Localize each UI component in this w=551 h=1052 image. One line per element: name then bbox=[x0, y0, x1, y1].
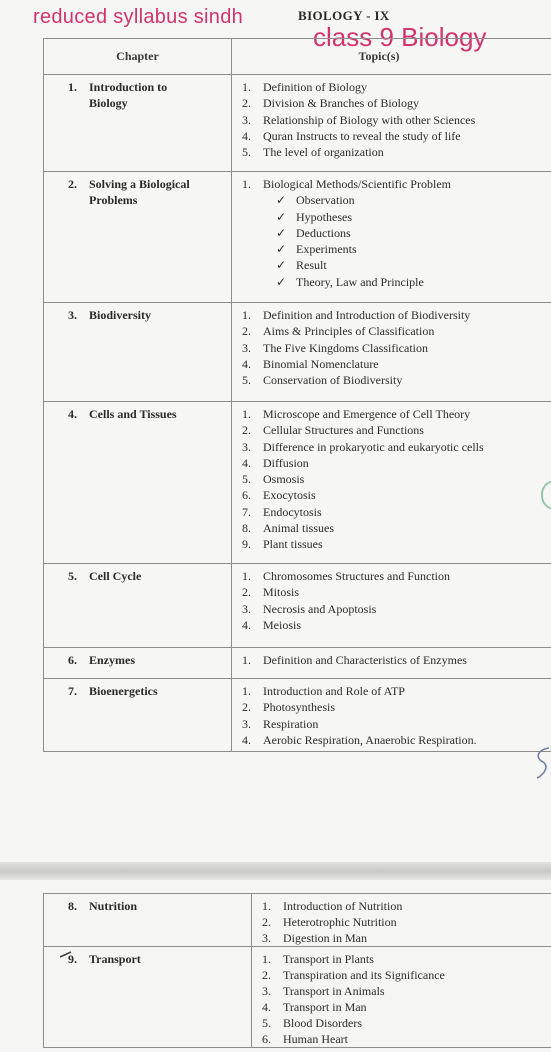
chapter-number: 1. bbox=[68, 80, 77, 94]
topic-text: Transport in Animals bbox=[283, 984, 385, 998]
topic-list bbox=[232, 402, 551, 553]
topic-list bbox=[232, 679, 551, 748]
subtopic-item bbox=[276, 274, 551, 290]
topic-number: 7. bbox=[242, 504, 251, 519]
topic-item bbox=[262, 1015, 551, 1031]
topic-text: Diffusion bbox=[263, 455, 309, 470]
checkmark-icon: ✓ bbox=[276, 209, 287, 224]
pen-squiggle-icon bbox=[533, 744, 551, 784]
table-header-row bbox=[44, 39, 551, 75]
syllabus-table bbox=[43, 38, 551, 752]
topic-text: Animal tissues bbox=[263, 521, 334, 536]
topic-text: Chromosomes Structures and Function bbox=[263, 569, 450, 583]
chapter-row bbox=[44, 75, 551, 172]
subtopic-text: Experiments bbox=[296, 242, 357, 257]
topic-text: Definition and Characteristics of Enzymes bbox=[263, 653, 467, 667]
topic-text: Respiration bbox=[263, 716, 319, 731]
chapter-row bbox=[44, 648, 551, 679]
topic-item bbox=[242, 536, 551, 552]
topic-text: Necrosis and Apoptosis bbox=[263, 601, 377, 616]
topic-text: Aerobic Respiration, Anaerobic Respiration. bbox=[263, 732, 477, 747]
chapter-cell bbox=[44, 894, 252, 947]
chapter-number: 8. bbox=[68, 899, 77, 913]
topics-column-header bbox=[232, 39, 551, 75]
topic-item bbox=[242, 406, 551, 422]
topic-item bbox=[242, 601, 551, 617]
subtopic-text: Theory, Law and Principle bbox=[296, 274, 424, 289]
chapter-name: Solving a Biological Problems bbox=[89, 177, 190, 207]
topics-cell bbox=[232, 564, 551, 648]
overlay-caption-right: class 9 Biology bbox=[313, 22, 487, 52]
topic-item bbox=[242, 716, 551, 732]
chapter-name: Enzymes bbox=[89, 653, 135, 667]
topic-text: Photosynthesis bbox=[263, 700, 336, 715]
topic-item bbox=[242, 683, 551, 699]
topic-number: 4. bbox=[242, 356, 251, 371]
topic-number: 4. bbox=[242, 732, 251, 747]
topic-item bbox=[242, 372, 551, 388]
topic-number: 4. bbox=[242, 128, 251, 143]
topic-text: The Five Kingdoms Classification bbox=[263, 340, 428, 355]
topic-item bbox=[262, 914, 551, 930]
subtopic-list bbox=[232, 192, 551, 290]
chapter-cell bbox=[44, 947, 252, 1048]
topic-item bbox=[242, 487, 551, 503]
subtopic-text: Observation bbox=[296, 193, 355, 208]
topic-number: 2. bbox=[242, 423, 251, 438]
topic-text: Quran Instructs to reveal the study of life bbox=[263, 128, 461, 143]
topic-text: Endocytosis bbox=[263, 504, 322, 519]
chapter-name: Nutrition bbox=[89, 899, 137, 913]
chapter-row bbox=[44, 564, 551, 648]
chapter-row bbox=[44, 679, 551, 752]
subtopic-item bbox=[276, 257, 551, 273]
topic-text: Exocytosis bbox=[263, 488, 316, 503]
topic-item bbox=[242, 176, 551, 192]
topic-item bbox=[262, 1031, 551, 1047]
checkmark-icon: ✓ bbox=[276, 274, 287, 289]
topic-text: Blood Disorders bbox=[283, 1016, 362, 1030]
topics-cell bbox=[232, 303, 551, 402]
topic-number: 1. bbox=[242, 407, 251, 421]
topic-text: Cellular Structures and Functions bbox=[263, 423, 424, 438]
topic-item bbox=[242, 144, 551, 160]
chapter-cell bbox=[44, 172, 232, 303]
chapter-number: 9. bbox=[68, 952, 77, 966]
chapter-column-header: Chapter bbox=[44, 39, 232, 75]
chapter-row bbox=[44, 402, 551, 564]
chapter-row bbox=[44, 894, 551, 947]
topic-item bbox=[242, 568, 551, 584]
topic-list bbox=[232, 564, 551, 633]
chapter-name: Cell Cycle bbox=[89, 569, 142, 583]
topic-number: 1. bbox=[242, 653, 251, 667]
topic-text: Aims & Principles of Classification bbox=[263, 324, 435, 339]
topic-number: 4. bbox=[242, 455, 251, 470]
topic-item bbox=[242, 732, 551, 748]
topic-item bbox=[242, 356, 551, 372]
topic-number: 2. bbox=[262, 968, 271, 982]
topics-cell bbox=[252, 947, 551, 1048]
topic-text: Definition and Introduction of Biodiversity bbox=[263, 308, 471, 322]
chapter-name: Biodiversity bbox=[89, 308, 151, 322]
topic-text: Binomial Nomenclature bbox=[263, 356, 379, 371]
topic-item bbox=[242, 128, 551, 144]
checkmark-icon: ✓ bbox=[276, 225, 287, 240]
topic-number: 6. bbox=[242, 488, 251, 503]
chapter-name: Bioenergetics bbox=[89, 684, 158, 698]
document-title: BIOLOGY - IX bbox=[298, 8, 390, 23]
topic-number: 1. bbox=[242, 684, 251, 698]
topic-text: Difference in prokaryotic and eukaryotic cells bbox=[263, 439, 484, 454]
topic-number: 2. bbox=[242, 96, 251, 111]
topics-cell bbox=[252, 894, 551, 947]
topic-text: Osmosis bbox=[263, 472, 305, 487]
topic-text: Transport in Plants bbox=[283, 952, 374, 966]
topic-number: 1. bbox=[242, 80, 251, 94]
topic-number: 3. bbox=[242, 716, 251, 731]
topic-item bbox=[242, 504, 551, 520]
chapter-number: 7. bbox=[68, 684, 77, 698]
topic-text: Meiosis bbox=[263, 617, 302, 632]
topic-item bbox=[242, 112, 551, 128]
chapter-name: Transport bbox=[89, 952, 141, 966]
topic-item bbox=[242, 584, 551, 600]
chapter-name: Introduction to Biology bbox=[89, 80, 168, 110]
chapter-cell bbox=[44, 75, 232, 172]
topic-text: Definition of Biology bbox=[263, 80, 367, 94]
topic-item bbox=[242, 79, 551, 95]
topic-item bbox=[242, 455, 551, 471]
topic-item bbox=[242, 307, 551, 323]
topic-number: 1. bbox=[242, 308, 251, 322]
topic-item bbox=[262, 930, 551, 946]
topic-item bbox=[242, 652, 551, 668]
topic-number: 3. bbox=[242, 439, 251, 454]
topic-item bbox=[262, 967, 551, 983]
subtopic-item bbox=[276, 192, 551, 208]
topic-number: 5. bbox=[242, 145, 251, 160]
topic-number: 1. bbox=[242, 569, 251, 583]
topic-text: Relationship of Biology with other Sciences bbox=[263, 112, 476, 127]
chapter-cell bbox=[44, 402, 232, 564]
topic-number: 2. bbox=[242, 324, 251, 339]
topic-item bbox=[262, 898, 551, 914]
topic-text: Introduction of Nutrition bbox=[283, 899, 403, 913]
chapter-cell bbox=[44, 564, 232, 648]
topic-number: 5. bbox=[242, 373, 251, 388]
topic-number: 3. bbox=[242, 340, 251, 355]
topic-list bbox=[232, 303, 551, 388]
topic-item bbox=[242, 422, 551, 438]
topic-number: 3. bbox=[262, 931, 271, 945]
topic-number: 5. bbox=[262, 1016, 271, 1030]
subtopic-item bbox=[276, 241, 551, 257]
topic-number: 3. bbox=[242, 601, 251, 616]
chapter-row bbox=[44, 172, 551, 303]
topics-cell bbox=[232, 648, 551, 679]
checkmark-icon: ✓ bbox=[276, 242, 287, 257]
topics-cell bbox=[232, 679, 551, 752]
topic-text: Conservation of Biodiversity bbox=[263, 373, 403, 388]
topic-list bbox=[232, 648, 551, 668]
checkmark-icon: ✓ bbox=[276, 258, 287, 273]
topic-text: Transpiration and its Significance bbox=[283, 968, 445, 982]
topic-item bbox=[242, 323, 551, 339]
topic-text: Division & Branches of Biology bbox=[263, 96, 419, 111]
chapter-row bbox=[44, 947, 551, 1048]
topic-item bbox=[242, 520, 551, 536]
subtopic-text: Result bbox=[296, 258, 327, 273]
topic-number: 2. bbox=[242, 700, 251, 715]
topic-number: 3. bbox=[242, 112, 251, 127]
topic-number: 9. bbox=[242, 537, 251, 552]
chapter-cell bbox=[44, 679, 232, 752]
overlay-caption-left: reduced syllabus sindh bbox=[33, 6, 244, 28]
chapter-number: 6. bbox=[68, 653, 77, 667]
pen-mark-icon bbox=[59, 949, 73, 959]
topic-number: 1. bbox=[242, 177, 251, 191]
topic-list bbox=[252, 947, 551, 1047]
topics-cell bbox=[232, 402, 551, 564]
topic-number: 2. bbox=[242, 585, 251, 600]
topic-list bbox=[252, 894, 551, 946]
subtopic-item bbox=[276, 209, 551, 225]
topic-text: Microscope and Emergence of Cell Theory bbox=[263, 407, 471, 421]
checkmark-icon: ✓ bbox=[276, 193, 287, 208]
topic-text: Heterotrophic Nutrition bbox=[283, 915, 397, 929]
chapter-row bbox=[44, 303, 551, 402]
topic-text: Plant tissues bbox=[263, 537, 323, 552]
syllabus-table-page-two bbox=[43, 893, 551, 1048]
topic-number: 8. bbox=[242, 521, 251, 536]
topic-number: 4. bbox=[262, 1000, 271, 1014]
topic-number: 1. bbox=[262, 899, 271, 913]
page-gap bbox=[0, 862, 551, 880]
chapter-number: 3. bbox=[68, 308, 77, 322]
topic-item bbox=[242, 340, 551, 356]
topic-list bbox=[232, 172, 551, 192]
topic-text: Digestion in Man bbox=[283, 931, 367, 945]
topic-item bbox=[242, 699, 551, 715]
topic-text: Mitosis bbox=[263, 585, 300, 600]
topic-number: 3. bbox=[262, 984, 271, 998]
chapter-name: Cells and Tissues bbox=[89, 407, 177, 421]
topic-item bbox=[242, 439, 551, 455]
topic-item bbox=[242, 95, 551, 111]
topic-item bbox=[262, 999, 551, 1015]
topic-text: Human Heart bbox=[283, 1032, 348, 1046]
chapter-number: 4. bbox=[68, 407, 77, 421]
topic-item bbox=[262, 983, 551, 999]
chapter-cell bbox=[44, 648, 232, 679]
topics-cell bbox=[232, 75, 551, 172]
topic-number: 4. bbox=[242, 617, 251, 632]
topics-header-label: Topic(s) bbox=[358, 49, 400, 63]
topic-item bbox=[242, 471, 551, 487]
subtopic-text: Hypotheses bbox=[296, 209, 352, 224]
topic-number: 2. bbox=[262, 915, 271, 929]
topic-number: 1. bbox=[262, 952, 271, 966]
topic-text: The level of organization bbox=[263, 145, 384, 160]
subtopic-text: Deductions bbox=[296, 225, 351, 240]
topic-text: Biological Methods/Scientific Problem bbox=[263, 177, 451, 191]
topic-number: 5. bbox=[242, 472, 251, 487]
topic-item bbox=[242, 617, 551, 633]
chapter-number: 5. bbox=[68, 569, 77, 583]
subtopic-item bbox=[276, 225, 551, 241]
topic-item bbox=[262, 951, 551, 967]
topic-number: 6. bbox=[262, 1032, 271, 1046]
chapter-number: 2. bbox=[68, 177, 77, 191]
topic-list bbox=[232, 75, 551, 160]
topic-text: Transport in Man bbox=[283, 1000, 367, 1014]
chapter-cell bbox=[44, 303, 232, 402]
topics-cell bbox=[232, 172, 551, 303]
topic-text: Introduction and Role of ATP bbox=[263, 684, 405, 698]
